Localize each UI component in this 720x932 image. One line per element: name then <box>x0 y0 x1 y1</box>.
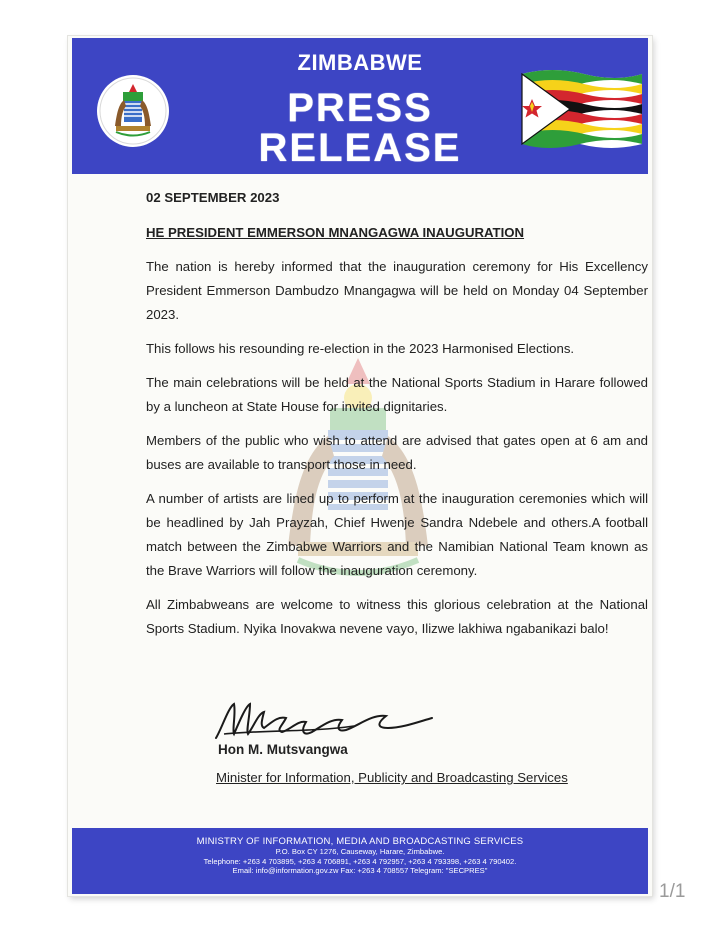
footer-telephone: Telephone: +263 4 703895, +263 4 706891, +263 4 792957, +263 4 793398, +263 4 790402. <box>203 856 517 866</box>
footer-address: P.O. Box CY 1276, Causeway, Harare, Zimbabwe. <box>275 847 445 856</box>
release-body <box>146 186 648 651</box>
signer-title: Minister for Information, Publicity and Broadcasting Services <box>216 770 568 785</box>
country-name: ZIMBABWE <box>297 50 423 75</box>
release-title: RELEASE <box>258 126 462 170</box>
paragraph-2: This follows his resounding re-election in the 2023 Harmonised Elections. <box>146 341 575 356</box>
release-subject: HE PRESIDENT EMMERSON MNANGAGWA INAUGURATION <box>146 225 525 240</box>
release-date: 02 SEPTEMBER 2023 <box>146 190 280 205</box>
page-counter: 1/1 <box>659 881 686 902</box>
press-title: PRESS <box>287 86 433 130</box>
paragraph-3: The main celebrations will be held at the National Sports Stadium in Harare followed by a luncheon at State House for invited dignitaries. <box>146 375 648 414</box>
signer-name: Hon M. Mutsvangwa <box>218 742 348 757</box>
press-release-page <box>68 36 652 896</box>
footer-contact: Email: info@information.gov.zw Fax: +263 4 708557 Telegram: "SECPRES" <box>232 866 488 875</box>
paragraph-1: The nation is hereby informed that the inauguration ceremony for His Excellency President Emmerson Dambudzo Mnangagwa will be held on Monday 04 September 2023. <box>146 259 648 322</box>
footer-ministry: MINISTRY OF INFORMATION, MEDIA AND BROADCASTING SERVICES <box>196 836 524 847</box>
letterhead-footer <box>72 828 648 894</box>
paragraph-5: A number of artists are lined up to perform at the inauguration ceremonies which will be headlined by Jah Prayzah, Chief Hwenje Sandra Ndebele and others.A football match between the Zimbabwe Warriors and the Namibian National Team known as the Brave Warriors will follow the inauguration ceremony. <box>146 491 648 578</box>
paragraph-4: Members of the public who wish to attend are advised that gates open at 6 am and buses are available to transport those in need. <box>146 433 648 472</box>
zimbabwe-flag-icon <box>518 66 646 156</box>
paragraph-6: All Zimbabweans are welcome to witness this glorious celebration at the National Sports Stadium. Nyika Inovakwa nevene vayo, Ilizwe lakhiwa ngabanikazi balo! <box>146 597 648 636</box>
letterhead-banner <box>72 38 648 174</box>
